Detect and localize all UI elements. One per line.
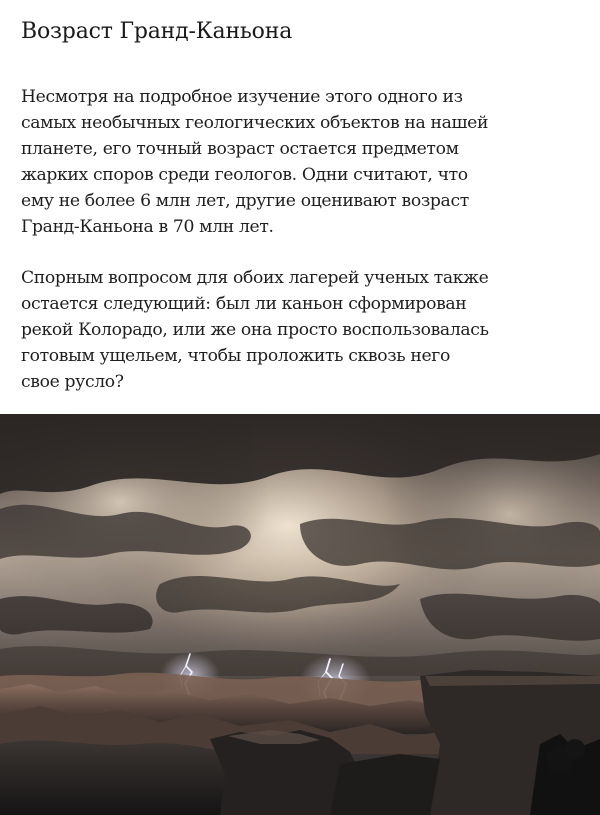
storm-canyon-illustration bbox=[0, 414, 600, 815]
paragraph-line: остается следующий: был ли каньон сформирован bbox=[21, 294, 467, 315]
paragraph-line: самых необычных геологических объектов на нашей bbox=[21, 113, 489, 134]
paragraph-line: ему не более 6 млн лет, другие оценивают возраст bbox=[21, 191, 469, 212]
paragraph-line: Спорным вопросом для обоих лагерей ученых также bbox=[21, 268, 489, 288]
article-paragraph-1 bbox=[21, 84, 591, 241]
storm-canyon-photo bbox=[0, 414, 600, 815]
article-paragraph-2 bbox=[21, 265, 591, 395]
paragraph-line: рекой Колорадо, или же она просто воспользовалась bbox=[21, 320, 489, 341]
paragraph-line: Гранд-Каньона в 70 млн лет. bbox=[21, 217, 274, 238]
article-title: Возраст Гранд-Каньона bbox=[21, 19, 293, 44]
paragraph-line: Несмотря на подробное изучение этого одного из bbox=[21, 87, 463, 107]
paragraph-line: жарких споров среди геологов. Одни считают, что bbox=[21, 165, 468, 186]
paragraph-line: планете, его точный возраст остается предметом bbox=[21, 139, 459, 160]
paragraph-line: свое русло? bbox=[21, 372, 124, 393]
paragraph-line: готовым ущельем, чтобы проложить сквозь него bbox=[21, 346, 450, 367]
